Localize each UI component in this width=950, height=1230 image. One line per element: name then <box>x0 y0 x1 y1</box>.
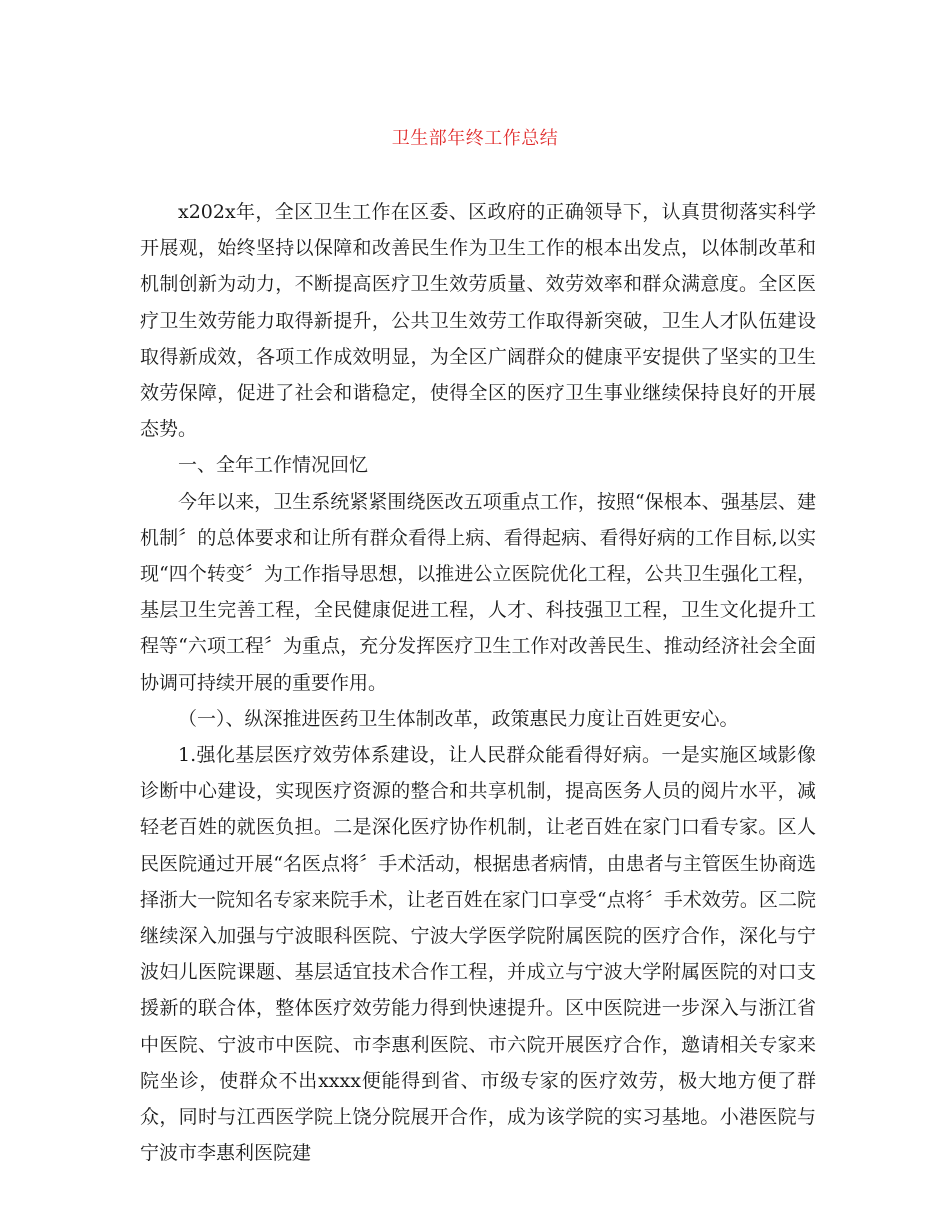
document-body <box>140 194 816 1171</box>
section-heading-review: 一、全年工作情况回忆 <box>178 454 369 477</box>
paragraph-overview: 今年以来，卫生系统紧紧围绕医改五项重点工作，按照“保根本、强基层、建机制〞的总体要求和让所有群众看得上病、看得起病、看得好病的工作目标,以实现“四个转变〞为工作指导思想，以推进公立医院优化工程，公共卫生强化工程，基层卫生完善工程，全民健康促进工程，人才、科技强卫工程，卫生文化提升工程等“六项工程〞为重点，充分发挥医疗卫生工作对改善民生、推动经济社会全面协调可持续开展的重要作用。 <box>140 490 816 694</box>
page-title: 卫生部年终工作总结 <box>391 128 559 149</box>
paragraph-item-1: 1.强化基层医疗效劳体系建设，让人民群众能看得好病。一是实施区域影像诊断中心建设，实现医疗资源的整合和共享机制，提高医务人员的阅片水平，减轻老百姓的就医负担。二是深化医疗协作机制，让老百姓在家门口看专家。区人民医院通过开展“名医点将〞手术活动，根据患者病情，由患者与主管医生协商选择浙大一院知名专家来院手术，让老百姓在家门口享受“点将〞手术效劳。区二院继续深入加强与宁波眼科医院、宁波大学医学院附属医院的医疗合作，深化与宁波妇儿医院课题、基层适宜技术合作工程，并成立与宁波大学附属医院的对口支援新的联合体，整体医疗效劳能力得到快速提升。区中医院进一步深入与浙江省中医院、宁波市中医院、市李惠利医院、市六院开展医疗合作，邀请相关专家来院坐诊，使群众不出xxxx便能得到省、市级专家的医疗效劳，极大地方便了群众，同时与江西医学院上饶分院展开合作，成为该学院的实习基地。小港医院与宁波市李惠利医院建 <box>140 744 816 1165</box>
paragraph-intro: x202x年，全区卫生工作在区委、区政府的正确领导下，认真贯彻落实科学开展观，始终坚持以保障和改善民生作为卫生工作的根本出发点，以体制改革和机制创新为动力，不断提高医疗卫生效劳质量、效劳效率和群众满意度。全区医疗卫生效劳能力取得新提升，公共卫生效劳工作取得新突破，卫生人才队伍建设取得新成效，各项工作成效明显，为全区广阔群众的健康平安提供了坚实的卫生效劳保障，促进了社会和谐稳定，使得全区的医疗卫生事业继续保持良好的开展态势。 <box>140 201 816 441</box>
subsection-heading-reform: （一）、纵深推进医药卫生体制改革，政策惠民力度让百姓更安心。 <box>178 707 739 730</box>
